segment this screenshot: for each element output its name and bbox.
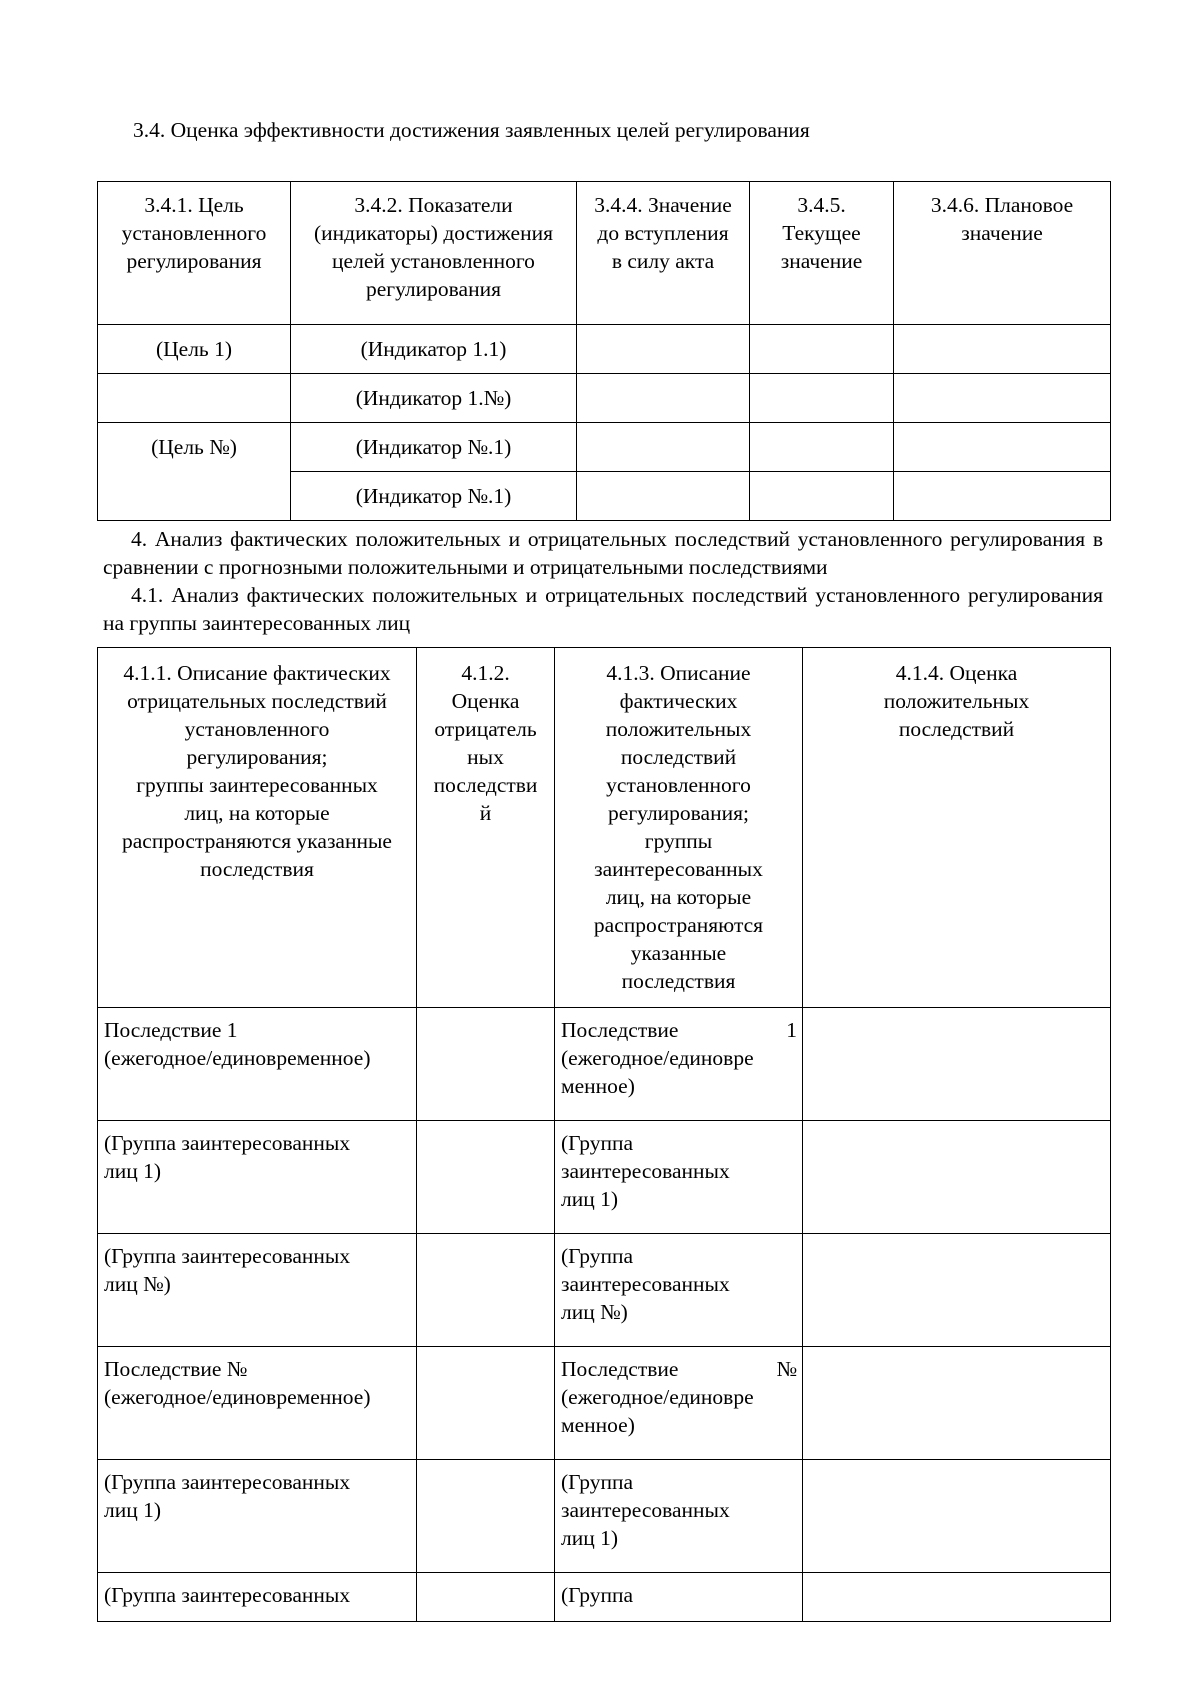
current-value-cell bbox=[750, 423, 894, 472]
negative-consequence-cell: Последствие 1 (ежегодное/единовременное) bbox=[98, 1008, 417, 1121]
header-goal: 3.4.1. Цель установленного регулирования bbox=[98, 182, 291, 325]
table-row bbox=[98, 374, 1111, 423]
positive-assessment-cell bbox=[803, 1234, 1111, 1347]
positive-consequence-cell: Последствие № (ежегодное/единовре менное) bbox=[555, 1347, 803, 1460]
current-value-cell bbox=[750, 472, 894, 521]
table-row bbox=[98, 1121, 1111, 1234]
negative-assessment-cell bbox=[417, 1008, 555, 1121]
negative-consequence-cell: (Группа заинтересованных bbox=[98, 1573, 417, 1622]
header-negative-assessment: 4.1.2. Оценка отрицатель ных последстви й bbox=[417, 648, 555, 1008]
consequences-table bbox=[97, 647, 1111, 1622]
table-row bbox=[98, 325, 1111, 374]
table-header-row bbox=[98, 182, 1111, 325]
positive-consequence-cell: (Группа заинтересованных лиц 1) bbox=[555, 1460, 803, 1573]
header-positive-description: 4.1.3. Описание фактических положительных последствий установленного регулирования; группы заинтересованных лиц, на которые распространяются указанные последствия bbox=[555, 648, 803, 1008]
table-row bbox=[98, 1008, 1111, 1121]
paragraph-4-1: 4.1. Анализ фактических положительных и отрицательных последствий установленного регулирования на группы заинтересованных лиц bbox=[103, 583, 1103, 635]
planned-value-cell bbox=[894, 325, 1111, 374]
section-heading: 3.4. Оценка эффективности достижения заявленных целей регулирования bbox=[133, 118, 810, 142]
indicator-cell: (Индикатор 1.1) bbox=[291, 325, 577, 374]
negative-assessment-cell bbox=[417, 1573, 555, 1622]
positive-consequence-cell: (Группа заинтересованных лиц №) bbox=[555, 1234, 803, 1347]
negative-assessment-cell bbox=[417, 1460, 555, 1573]
indicator-cell: (Индикатор 1.№) bbox=[291, 374, 577, 423]
negative-assessment-cell bbox=[417, 1234, 555, 1347]
planned-value-cell bbox=[894, 374, 1111, 423]
header-current-value: 3.4.5. Текущее значение bbox=[750, 182, 894, 325]
initial-value-cell bbox=[577, 423, 750, 472]
goal-cell: (Цель №) bbox=[98, 423, 291, 521]
planned-value-cell bbox=[894, 423, 1111, 472]
effectiveness-table bbox=[97, 181, 1111, 521]
positive-assessment-cell bbox=[803, 1573, 1111, 1622]
goal-cell bbox=[98, 374, 291, 423]
table-row bbox=[98, 423, 1111, 472]
header-planned-value: 3.4.6. Плановое значение bbox=[894, 182, 1111, 325]
positive-assessment-cell bbox=[803, 1460, 1111, 1573]
positive-consequence-cell: Последствие 1 (ежегодное/единовре менное) bbox=[555, 1008, 803, 1121]
table-row bbox=[98, 1573, 1111, 1622]
table-header-row bbox=[98, 648, 1111, 1008]
indicator-cell: (Индикатор №.1) bbox=[291, 472, 577, 521]
header-initial-value: 3.4.4. Значение до вступления в силу акта bbox=[577, 182, 750, 325]
positive-consequence-cell: (Группа заинтересованных лиц 1) bbox=[555, 1121, 803, 1234]
planned-value-cell bbox=[894, 472, 1111, 521]
header-negative-description: 4.1.1. Описание фактических отрицательных последствий установленного регулирования; группы заинтересованных лиц, на которые распространяются указанные последствия bbox=[98, 648, 417, 1008]
negative-consequence-cell: (Группа заинтересованных лиц 1) bbox=[98, 1460, 417, 1573]
header-indicators: 3.4.2. Показатели (индикаторы) достижения целей установленного регулирования bbox=[291, 182, 577, 325]
table-row bbox=[98, 1460, 1111, 1573]
negative-consequence-cell: (Группа заинтересованных лиц 1) bbox=[98, 1121, 417, 1234]
negative-consequence-cell: Последствие № (ежегодное/единовременное) bbox=[98, 1347, 417, 1460]
header-positive-assessment: 4.1.4. Оценка положительных последствий bbox=[803, 648, 1111, 1008]
current-value-cell bbox=[750, 325, 894, 374]
negative-assessment-cell bbox=[417, 1121, 555, 1234]
initial-value-cell bbox=[577, 374, 750, 423]
table-row bbox=[98, 1234, 1111, 1347]
initial-value-cell bbox=[577, 325, 750, 374]
positive-consequence-cell: (Группа bbox=[555, 1573, 803, 1622]
negative-consequence-cell: (Группа заинтересованных лиц №) bbox=[98, 1234, 417, 1347]
indicator-cell: (Индикатор №.1) bbox=[291, 423, 577, 472]
paragraph-4: 4. Анализ фактических положительных и отрицательных последствий установленного регулирования в сравнении с прогнозными положительными и отрицательными последствиями bbox=[103, 527, 1103, 579]
negative-assessment-cell bbox=[417, 1347, 555, 1460]
positive-assessment-cell bbox=[803, 1008, 1111, 1121]
goal-cell: (Цель 1) bbox=[98, 325, 291, 374]
positive-assessment-cell bbox=[803, 1121, 1111, 1234]
current-value-cell bbox=[750, 374, 894, 423]
initial-value-cell bbox=[577, 472, 750, 521]
positive-assessment-cell bbox=[803, 1347, 1111, 1460]
table-row bbox=[98, 1347, 1111, 1460]
